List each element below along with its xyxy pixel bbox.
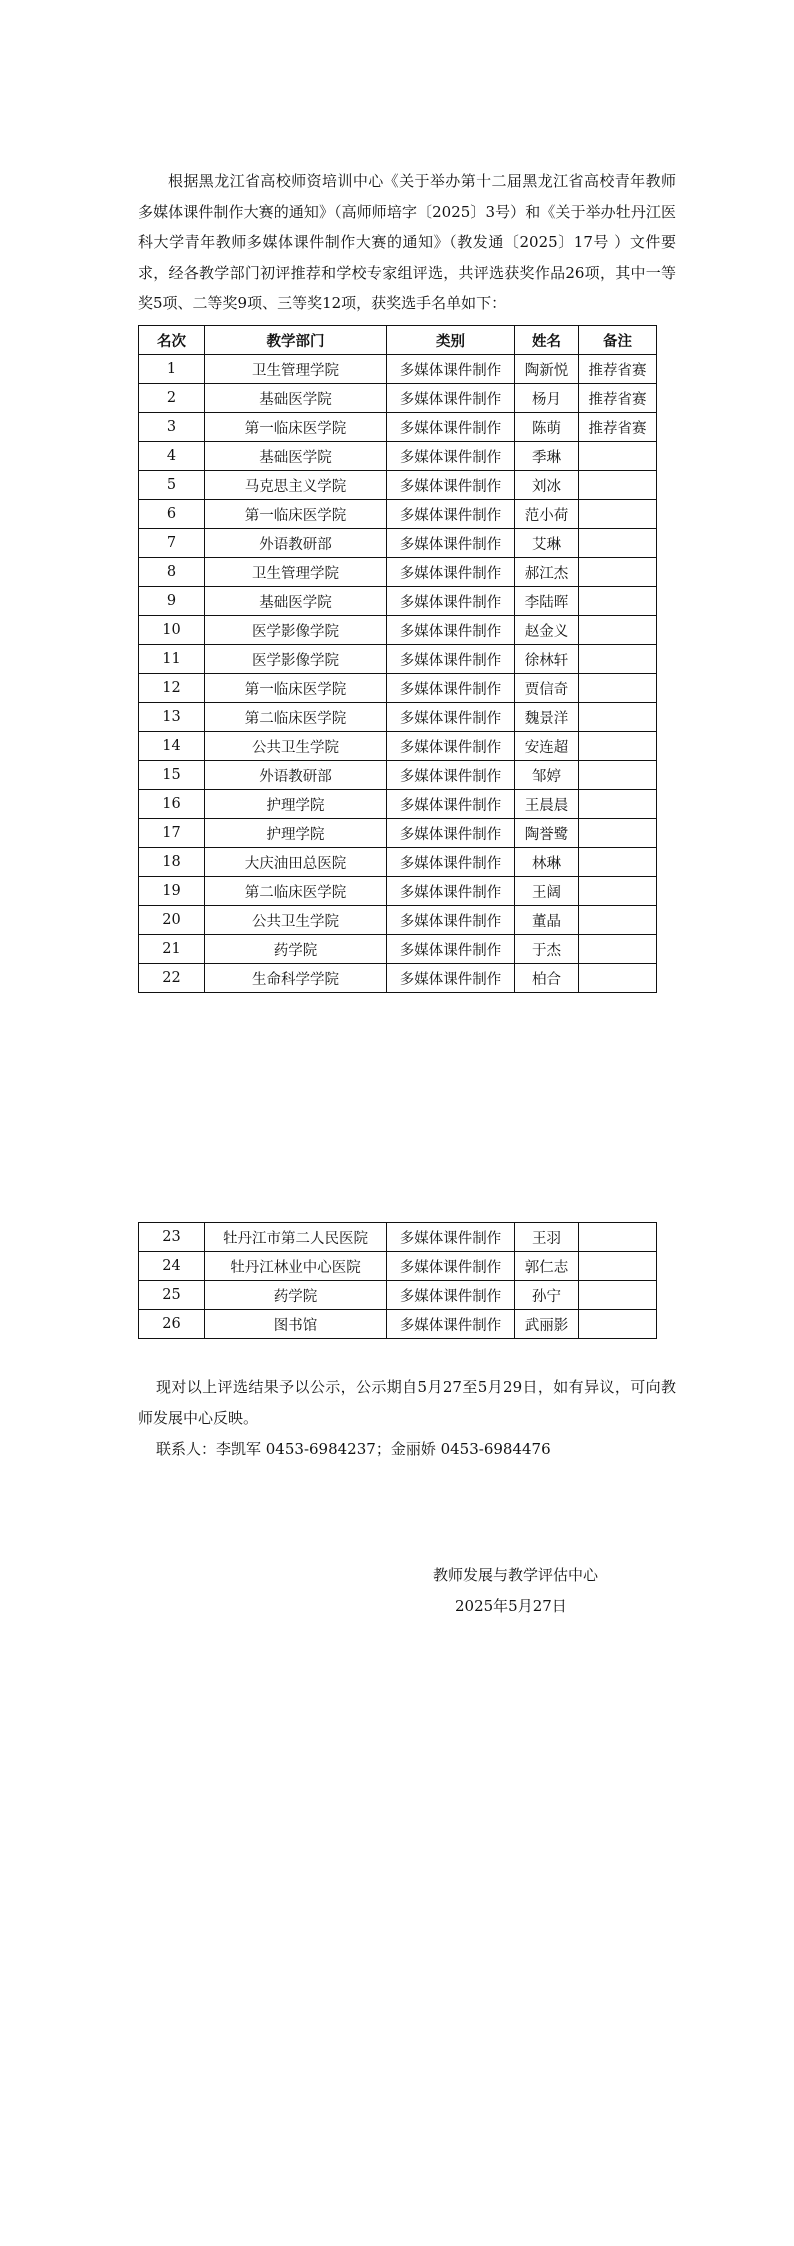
cell-dept: 第一临床医学院: [205, 500, 387, 529]
cell-dept: 生命科学学院: [205, 964, 387, 993]
table-row: [139, 471, 657, 500]
cell-rank: 4: [139, 442, 205, 471]
cell-name: 郭仁志: [515, 1252, 579, 1281]
cell-note: [579, 703, 657, 732]
table-row: [139, 1223, 657, 1252]
table-row: [139, 819, 657, 848]
cell-name: 艾琳: [515, 529, 579, 558]
cell-dept: 基础医学院: [205, 587, 387, 616]
cell-category: 多媒体课件制作: [387, 413, 515, 442]
cell-name: 邹婷: [515, 761, 579, 790]
notice-paragraph: 现对以上评选结果予以公示，公示期自5月27至5月29日，如有异议，可向教师发展中心反映。: [138, 1378, 676, 1427]
cell-name: 徐林轩: [515, 645, 579, 674]
cell-rank: 10: [139, 616, 205, 645]
cell-note: 推荐省赛: [579, 355, 657, 384]
cell-rank: 26: [139, 1310, 205, 1339]
table-row: [139, 674, 657, 703]
cell-rank: 12: [139, 674, 205, 703]
cell-dept: 医学影像学院: [205, 645, 387, 674]
cell-category: 多媒体课件制作: [387, 1252, 515, 1281]
cell-rank: 25: [139, 1281, 205, 1310]
cell-name: 董晶: [515, 906, 579, 935]
cell-note: [579, 471, 657, 500]
header-note: 备注: [579, 326, 657, 355]
cell-dept: 马克思主义学院: [205, 471, 387, 500]
cell-category: 多媒体课件制作: [387, 500, 515, 529]
cell-dept: 护理学院: [205, 790, 387, 819]
table-row: [139, 413, 657, 442]
cell-name: 李陆晖: [515, 587, 579, 616]
cell-name: 范小荷: [515, 500, 579, 529]
cell-dept: 医学影像学院: [205, 616, 387, 645]
cell-category: 多媒体课件制作: [387, 1310, 515, 1339]
cell-dept: 第一临床医学院: [205, 413, 387, 442]
table-row: [139, 732, 657, 761]
cell-rank: 14: [139, 732, 205, 761]
cell-note: [579, 500, 657, 529]
results-table: [138, 325, 657, 993]
cell-category: 多媒体课件制作: [387, 471, 515, 500]
cell-rank: 19: [139, 877, 205, 906]
table-row: [139, 442, 657, 471]
cell-category: 多媒体课件制作: [387, 384, 515, 413]
cell-note: [579, 906, 657, 935]
cell-note: [579, 1310, 657, 1339]
cell-dept: 第二临床医学院: [205, 877, 387, 906]
table-header-row: [139, 326, 657, 355]
cell-category: 多媒体课件制作: [387, 645, 515, 674]
cell-category: 多媒体课件制作: [387, 877, 515, 906]
cell-rank: 13: [139, 703, 205, 732]
cell-category: 多媒体课件制作: [387, 587, 515, 616]
cell-rank: 9: [139, 587, 205, 616]
table-row: [139, 935, 657, 964]
cell-name: 郝江杰: [515, 558, 579, 587]
cell-category: 多媒体课件制作: [387, 616, 515, 645]
table-row: [139, 645, 657, 674]
cell-name: 赵金义: [515, 616, 579, 645]
cell-dept: 牡丹江市第二人民医院: [205, 1223, 387, 1252]
table-row: [139, 1310, 657, 1339]
table-row: [139, 616, 657, 645]
cell-name: 武丽影: [515, 1310, 579, 1339]
cell-name: 孙宁: [515, 1281, 579, 1310]
cell-category: 多媒体课件制作: [387, 1223, 515, 1252]
cell-name: 魏景洋: [515, 703, 579, 732]
cell-note: [579, 616, 657, 645]
cell-category: 多媒体课件制作: [387, 819, 515, 848]
table-row: [139, 877, 657, 906]
cell-dept: 药学院: [205, 1281, 387, 1310]
cell-name: 杨月: [515, 384, 579, 413]
cell-name: 王阔: [515, 877, 579, 906]
cell-note: 推荐省赛: [579, 413, 657, 442]
cell-category: 多媒体课件制作: [387, 529, 515, 558]
cell-note: 推荐省赛: [579, 384, 657, 413]
cell-rank: 7: [139, 529, 205, 558]
cell-category: 多媒体课件制作: [387, 790, 515, 819]
header-name: 姓名: [515, 326, 579, 355]
cell-category: 多媒体课件制作: [387, 1281, 515, 1310]
cell-note: [579, 732, 657, 761]
cell-category: 多媒体课件制作: [387, 964, 515, 993]
cell-note: [579, 529, 657, 558]
cell-name: 陶新悦: [515, 355, 579, 384]
cell-rank: 15: [139, 761, 205, 790]
contact-line: 联系人：李凯军 0453-6984237；金丽娇 0453-6984476: [156, 1440, 551, 1458]
cell-name: 柏合: [515, 964, 579, 993]
cell-note: [579, 848, 657, 877]
cell-category: 多媒体课件制作: [387, 848, 515, 877]
cell-dept: 第二临床医学院: [205, 703, 387, 732]
cell-category: 多媒体课件制作: [387, 732, 515, 761]
cell-rank: 16: [139, 790, 205, 819]
cell-dept: 公共卫生学院: [205, 732, 387, 761]
cell-note: [579, 587, 657, 616]
cell-rank: 22: [139, 964, 205, 993]
cell-note: [579, 790, 657, 819]
cell-dept: 卫生管理学院: [205, 558, 387, 587]
cell-note: [579, 761, 657, 790]
cell-dept: 基础医学院: [205, 384, 387, 413]
table-row: [139, 355, 657, 384]
cell-category: 多媒体课件制作: [387, 355, 515, 384]
intro-paragraph: 根据黑龙江省高校师资培训中心《关于举办第十二届黑龙江省高校青年教师多媒体课件制作大赛的通知》（高师师培字〔2025〕3号）和《关于举办牡丹江医科大学青年教师多媒体课件制作大赛的通知》（教发通〔2025〕17号 ）文件要求，经各教学部门初评推荐和学校专家组评选，共评选获奖作品26项，其中一等奖5项、二等奖9项、三等奖12项，获奖选手名单如下：: [138, 172, 676, 312]
cell-dept: 药学院: [205, 935, 387, 964]
cell-rank: 23: [139, 1223, 205, 1252]
cell-rank: 3: [139, 413, 205, 442]
cell-dept: 基础医学院: [205, 442, 387, 471]
cell-name: 刘冰: [515, 471, 579, 500]
cell-category: 多媒体课件制作: [387, 558, 515, 587]
table-row: [139, 964, 657, 993]
header-dept: 教学部门: [205, 326, 387, 355]
table-row: [139, 848, 657, 877]
cell-dept: 卫生管理学院: [205, 355, 387, 384]
cell-rank: 24: [139, 1252, 205, 1281]
cell-note: [579, 1281, 657, 1310]
table-row: [139, 1281, 657, 1310]
table-row: [139, 761, 657, 790]
results-table-continued: [138, 1222, 657, 1339]
cell-name: 于杰: [515, 935, 579, 964]
cell-category: 多媒体课件制作: [387, 761, 515, 790]
cell-dept: 图书馆: [205, 1310, 387, 1339]
cell-note: [579, 877, 657, 906]
cell-name: 王羽: [515, 1223, 579, 1252]
cell-name: 林琳: [515, 848, 579, 877]
cell-name: 陈萌: [515, 413, 579, 442]
cell-rank: 17: [139, 819, 205, 848]
cell-note: [579, 674, 657, 703]
cell-dept: 牡丹江林业中心医院: [205, 1252, 387, 1281]
cell-rank: 6: [139, 500, 205, 529]
cell-note: [579, 645, 657, 674]
cell-rank: 2: [139, 384, 205, 413]
cell-rank: 1: [139, 355, 205, 384]
cell-dept: 大庆油田总医院: [205, 848, 387, 877]
cell-rank: 18: [139, 848, 205, 877]
cell-category: 多媒体课件制作: [387, 935, 515, 964]
cell-note: [579, 819, 657, 848]
header-rank: 名次: [139, 326, 205, 355]
cell-name: 安连超: [515, 732, 579, 761]
cell-note: [579, 442, 657, 471]
cell-dept: 第一临床医学院: [205, 674, 387, 703]
cell-rank: 8: [139, 558, 205, 587]
cell-rank: 21: [139, 935, 205, 964]
table-row: [139, 384, 657, 413]
cell-dept: 外语教研部: [205, 761, 387, 790]
signature-date: 2025年5月27日: [455, 1597, 567, 1615]
cell-name: 陶誉鹭: [515, 819, 579, 848]
signature-org: 教师发展与教学评估中心: [433, 1566, 599, 1584]
cell-note: [579, 964, 657, 993]
cell-rank: 11: [139, 645, 205, 674]
table-row: [139, 790, 657, 819]
cell-dept: 护理学院: [205, 819, 387, 848]
cell-category: 多媒体课件制作: [387, 703, 515, 732]
cell-note: [579, 1223, 657, 1252]
header-category: 类别: [387, 326, 515, 355]
cell-note: [579, 1252, 657, 1281]
table-row: [139, 703, 657, 732]
cell-note: [579, 935, 657, 964]
cell-rank: 5: [139, 471, 205, 500]
cell-category: 多媒体课件制作: [387, 906, 515, 935]
cell-name: 贾信奇: [515, 674, 579, 703]
table-row: [139, 1252, 657, 1281]
cell-name: 季琳: [515, 442, 579, 471]
cell-note: [579, 558, 657, 587]
cell-name: 王晨晨: [515, 790, 579, 819]
table-row: [139, 500, 657, 529]
table-row: [139, 558, 657, 587]
cell-dept: 外语教研部: [205, 529, 387, 558]
table-row: [139, 587, 657, 616]
table-row: [139, 906, 657, 935]
cell-dept: 公共卫生学院: [205, 906, 387, 935]
cell-rank: 20: [139, 906, 205, 935]
cell-category: 多媒体课件制作: [387, 442, 515, 471]
table-row: [139, 529, 657, 558]
cell-category: 多媒体课件制作: [387, 674, 515, 703]
